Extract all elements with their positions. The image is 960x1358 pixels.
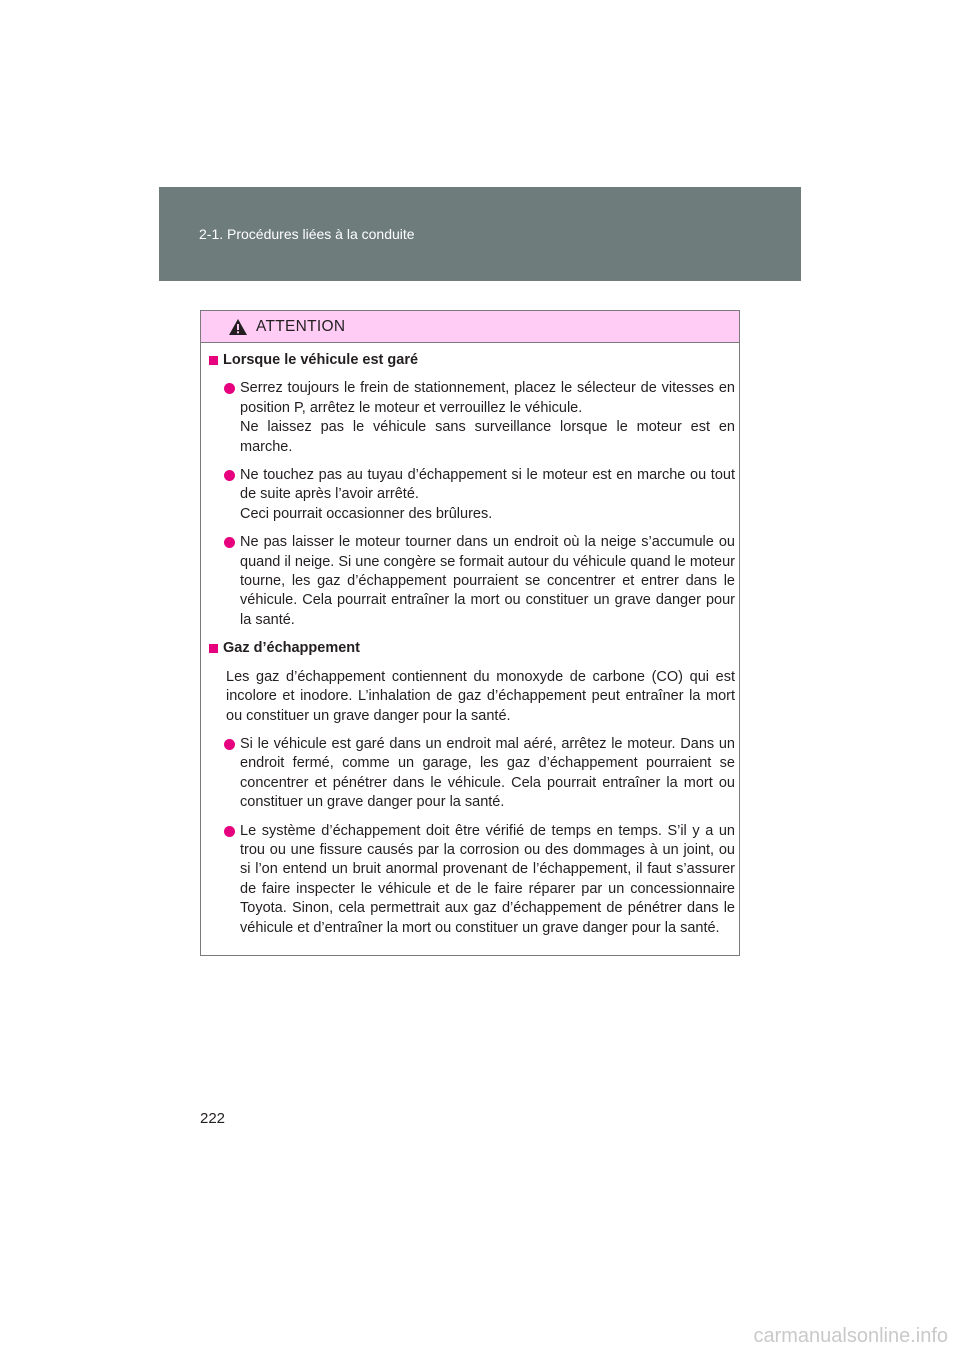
- bullet-item: [209, 379, 735, 457]
- attention-box: [200, 310, 740, 956]
- bullet-item: [209, 735, 735, 813]
- section-intro: Les gaz d’échappement contiennent du monoxyde de carbone (CO) qui est incolore et inodore. L’inhalation de gaz d’échappement peut entraîner la mort ou constituer un grave danger pour la santé.: [226, 668, 735, 724]
- section-heading: Gaz d’échappement: [209, 639, 735, 658]
- bullet-text: Serrez toujours le frein de stationnement, placez le sélecteur de vitesses en position P, arrêtez le moteur et verrouillez le véhicule.: [240, 380, 735, 416]
- warning-triangle-icon: [228, 318, 248, 336]
- bullet-text: Ne pas laisser le moteur tourner dans un endroit où la neige s’accumule ou quand il neige. Si une congère se formait autour du véhicule quand le moteur tourne, les gaz d’échappement pourraient se concentrer et entrer dans le véhicule. Cela pourrait entraîner la mort ou constituer un grave danger pour la santé.: [240, 534, 735, 628]
- attention-content: [209, 351, 735, 947]
- bullet-text: Ceci pourrait occasionner des brûlures.: [240, 505, 493, 522]
- attention-header: [201, 311, 739, 343]
- bullet-text: Si le véhicule est garé dans un endroit mal aéré, arrêtez le moteur. Dans un endroit fermé, comme un garage, les gaz d’échappement pourraient se concentrer et pénétrer dans le véhicule. Cela pourrait entraîner la mort ou constituer un grave danger pour la santé.: [240, 735, 735, 811]
- round-bullet-icon: [224, 470, 235, 481]
- attention-title: ATTENTION: [256, 318, 346, 335]
- round-bullet-icon: [224, 383, 235, 394]
- bullet-item: [209, 466, 735, 524]
- watermark: carmanualsonline.info: [753, 1325, 948, 1347]
- bullet-text: Ne laissez pas le véhicule sans surveillance lorsque le moteur est en marche.: [240, 419, 735, 455]
- square-bullet-icon: [209, 644, 218, 653]
- bullet-item: [209, 822, 735, 938]
- bullet-text: Le système d’échappement doit être vérifié de temps en temps. S’il y a un trou ou une fissure causés par la corrosion ou des dommages à un joint, ou si l’on entend un bruit anormal provenant de l’échappement, il faut s’assurer de faire inspecter le véhicule et de le faire réparer par un concessionnaire Toyota. Sinon, cela permettrait aux gaz d’échappement de pénétrer dans le véhicule et d’entraîner la mort ou constituer un grave danger pour la santé.: [240, 822, 735, 936]
- round-bullet-icon: [224, 537, 235, 548]
- section-title: 2-1. Procédures liées à la conduite: [199, 226, 415, 242]
- page-number: 222: [200, 1110, 226, 1127]
- section-heading: Lorsque le véhicule est garé: [209, 351, 735, 370]
- bullet-item: [209, 533, 735, 630]
- bullet-text: Ne touchez pas au tuyau d’échappement si le moteur est en marche ou tout de suite après l’avoir arrêté.: [240, 467, 735, 503]
- round-bullet-icon: [224, 739, 235, 750]
- round-bullet-icon: [224, 826, 235, 837]
- square-bullet-icon: [209, 356, 218, 365]
